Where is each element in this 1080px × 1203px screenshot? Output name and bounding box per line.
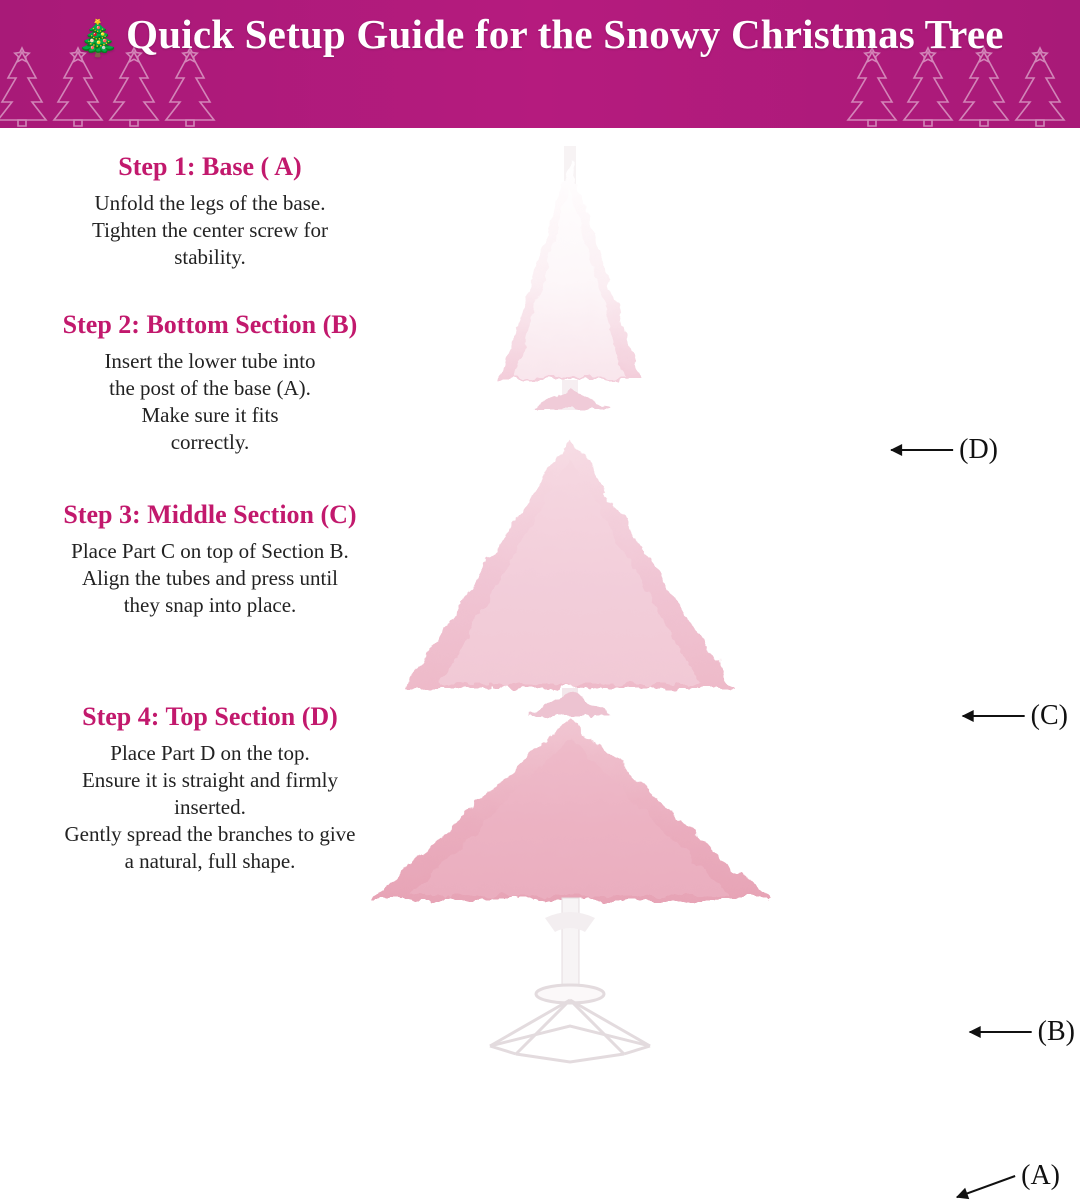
step-2-line-4: correctly. — [170, 430, 250, 454]
step-3-line-1: Place Part C on top of Section B. — [71, 539, 349, 563]
step-2-line-1: Insert the lower tube into — [104, 349, 316, 373]
arrow-left-icon — [957, 1175, 1016, 1198]
step-1-title: Step 1: Base ( A) — [118, 152, 302, 181]
step-1-line-3: stability. — [174, 245, 246, 269]
step-4-line-4: Gently spread the branches to give — [64, 822, 356, 846]
step-1-line-2: Tighten the center screw for — [92, 218, 328, 242]
callout-d — [891, 434, 998, 466]
step-4-title: Step 4: Top Section (D) — [82, 702, 338, 731]
step-2-body — [0, 348, 420, 456]
page-title — [0, 4, 1080, 69]
tree-pole — [545, 898, 595, 994]
step-4-body — [0, 740, 420, 875]
arrow-left-icon — [970, 1031, 1032, 1033]
step-1-body — [0, 190, 420, 271]
step-4-line-2: Ensure it is straight and firmly — [81, 768, 339, 792]
step-3-line-3: they snap into place. — [123, 593, 297, 617]
tree-section-c — [405, 438, 735, 716]
tree-illustration — [340, 128, 1080, 1080]
step-4-line-3: inserted. — [174, 795, 246, 819]
callout-c — [963, 700, 1068, 732]
arrow-left-icon — [891, 449, 953, 451]
tree-graphic — [340, 128, 1080, 1080]
tree-section-d — [500, 146, 640, 410]
tree-base-stand — [490, 985, 650, 1062]
callout-a-label: (A) — [1021, 1160, 1060, 1191]
christmas-tree-icon: 🎄 — [76, 19, 121, 58]
step-3-line-2: Align the tubes and press until — [81, 566, 339, 590]
step-4-line-5: a natural, full shape. — [124, 849, 296, 873]
callout-b — [970, 1016, 1075, 1048]
page-header — [0, 0, 1080, 128]
step-3-body — [0, 538, 420, 619]
callout-d-label: (D) — [959, 434, 998, 465]
tree-section-b — [370, 718, 770, 900]
steps-column — [0, 128, 420, 873]
step-3-title: Step 3: Middle Section (C) — [63, 500, 357, 529]
step-2-line-3: Make sure it fits — [141, 403, 279, 427]
callout-a — [953, 1160, 1060, 1192]
step-2-line-2: the post of the base (A). — [109, 376, 311, 400]
arrow-left-icon — [963, 715, 1025, 717]
step-4-line-1: Place Part D on the top. — [110, 741, 310, 765]
step-1 — [0, 150, 420, 271]
step-1-line-1: Unfold the legs of the base. — [94, 191, 326, 215]
step-3 — [0, 498, 420, 619]
step-4 — [0, 700, 420, 875]
page-title-text: Quick Setup Guide for the Snowy Christmas Tree — [126, 11, 1004, 57]
callout-b-label: (B) — [1037, 1016, 1075, 1047]
step-2-title: Step 2: Bottom Section (B) — [62, 310, 358, 339]
callout-c-label: (C) — [1030, 700, 1068, 731]
step-2 — [0, 308, 420, 456]
